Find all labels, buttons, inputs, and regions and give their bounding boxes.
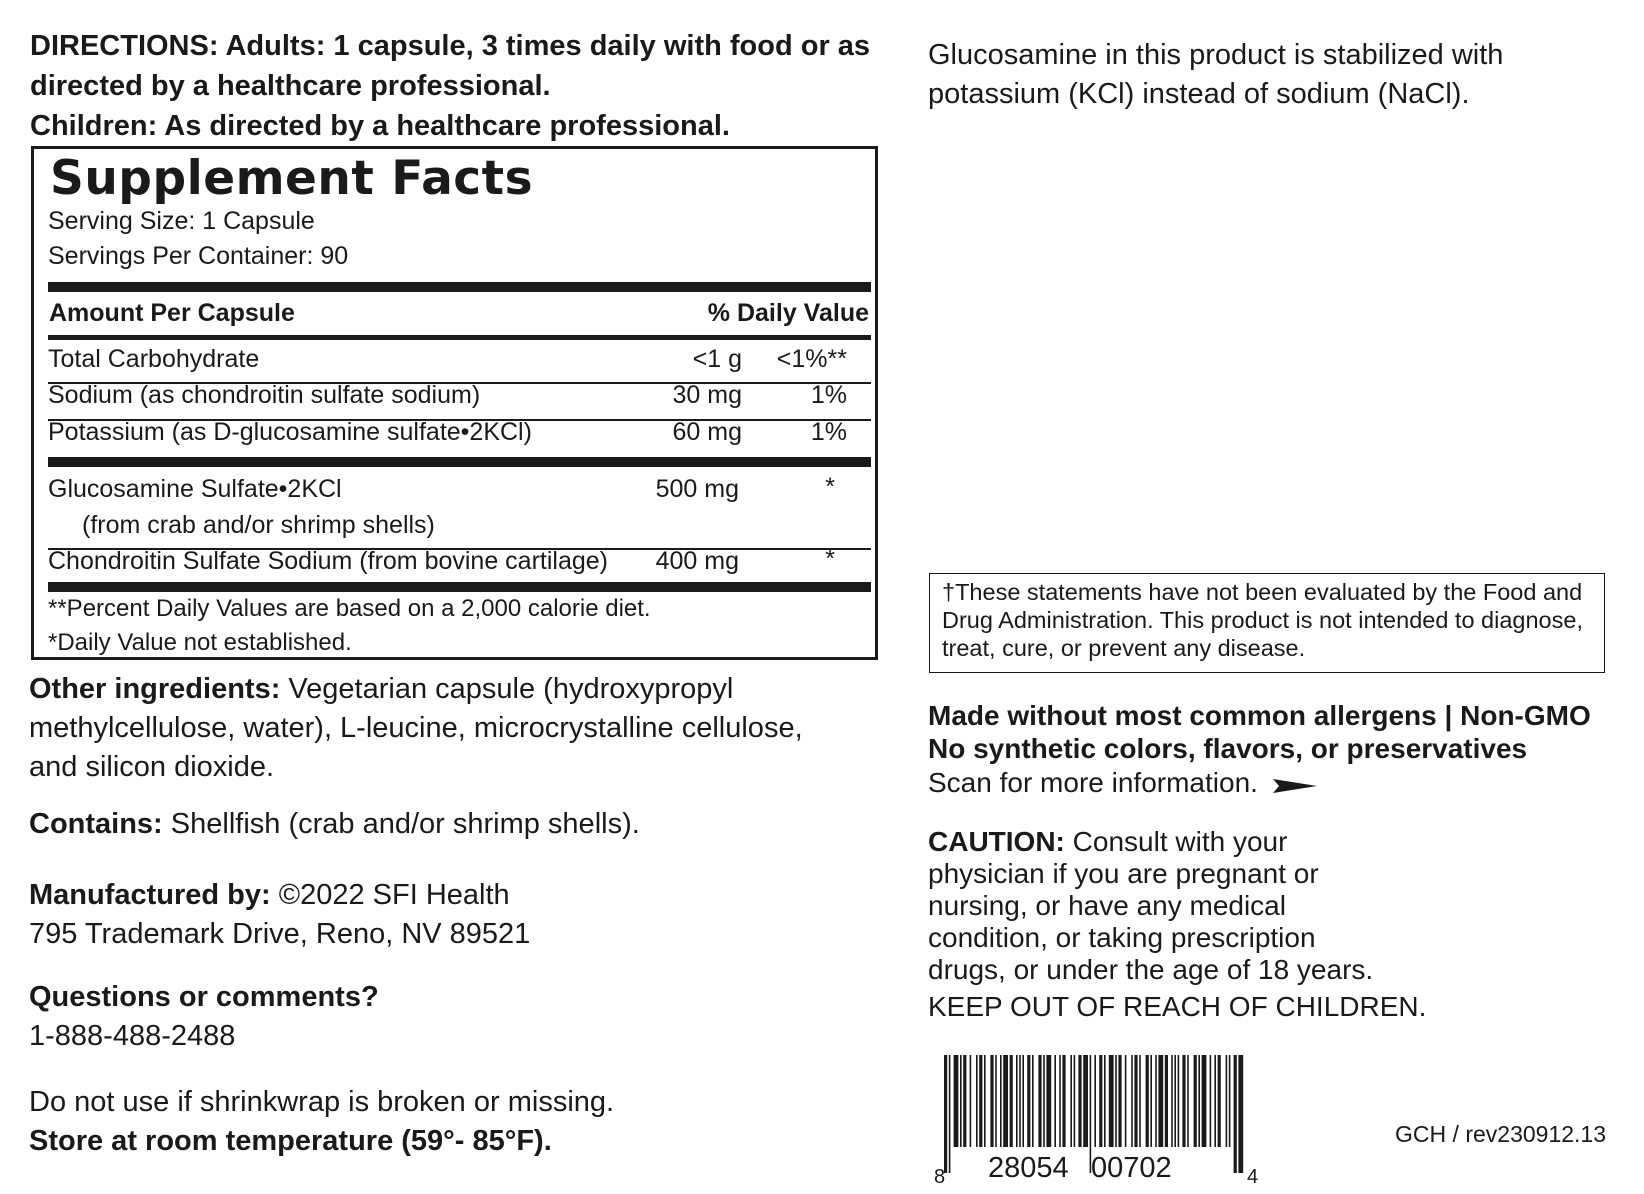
barcode-bar [1104,1055,1106,1147]
nutrient-name: Potassium (as D-glucosamine sulfate•2KCl) [48,418,532,446]
storage-block [29,1083,614,1161]
no-synthetic-statement: No synthetic colors, flavors, or preservatives [928,733,1528,764]
barcode-bar [1016,1055,1018,1147]
barcode-bar [1146,1055,1149,1147]
nutrient-amount: <1 g [692,345,742,373]
barcode-bar [1003,1055,1008,1147]
barcode-bar [1043,1055,1045,1147]
barcode-bar [1187,1055,1189,1147]
barcode-bar [1059,1055,1061,1147]
barcode-bar [1010,1055,1013,1147]
header-amount-per-capsule: Amount Per Capsule [49,299,295,327]
phone-number: 1-888-488-2488 [29,1020,236,1052]
barcode-bar [1022,1055,1024,1147]
caution-block [928,826,1398,986]
ingredient-amount: 400 mg [655,547,739,575]
glucosamine-note-line: Glucosamine in this product is stabilized with [928,39,1504,71]
keep-out-of-reach: KEEP OUT OF REACH OF CHILDREN. [928,991,1427,1022]
fda-disclaimer-box [929,573,1605,673]
questions-label: Questions or comments? [29,981,379,1013]
other-ingredients-label: Other ingredients: [29,673,281,705]
footnote-dv-not-established: *Daily Value not established. [48,629,352,656]
barcode-bar [1134,1055,1137,1147]
barcode-digit-right: 4 [1247,1166,1259,1185]
barcode-bar [1038,1055,1041,1147]
directions-line-2: directed by a healthcare professional. [30,70,551,102]
nutrient-amount: 60 mg [672,418,742,446]
barcode-bar [954,1055,959,1147]
directions-line-3: Children: As directed by a healthcare professional. [30,110,730,142]
serving-size: Serving Size: 1 Capsule [48,207,315,235]
other-ingredients-text: Vegetarian capsule (hydroxypropyl [280,673,734,705]
manufacturer-label: Manufactured by: [29,879,271,911]
barcode-bar [1125,1055,1127,1147]
footnote-percent-dv: **Percent Daily Values are based on a 2,000 calorie diet. [48,595,651,622]
barcode-bar [1074,1055,1076,1147]
barcode-bar [1218,1055,1221,1147]
barcode-bar [1118,1055,1121,1147]
barcode-bar [1000,1055,1002,1147]
manufacturer-info [29,876,530,954]
barcode-bar [1046,1055,1051,1147]
shrinkwrap-warning: Do not use if shrinkwrap is broken or missing. [29,1086,615,1118]
caution-text: Consult with your [1064,826,1288,857]
barcode-bar [1062,1055,1065,1147]
ingredient-name: Chondroitin Sulfate Sodium (from bovine cartilage) [48,547,608,575]
barcode-bar [984,1055,986,1147]
barcode-bar [1131,1055,1133,1147]
supplement-facts-title: Supplement Facts [50,151,534,206]
questions-block [29,978,379,1056]
nutrient-daily-value: 1% [810,418,847,446]
barcode-bar [1083,1055,1088,1147]
barcode-bar [1027,1055,1030,1147]
contains-text: Shellfish (crab and/or shrimp shells). [162,808,640,840]
divider-thick [48,457,871,467]
barcode-bar [995,1055,997,1147]
servings-per-container: Servings Per Container: 90 [48,242,349,270]
divider-thick [48,282,871,292]
barcode-bar [1198,1055,1200,1147]
barcode-bar [1158,1055,1163,1147]
barcode-bar [944,1055,947,1173]
nutrient-name: Sodium (as chondroitin sulfate sodium) [48,381,481,409]
nutrient-amount: 30 mg [672,381,742,409]
barcode-bar [1139,1055,1141,1147]
nutrient-daily-value: 1% [810,381,847,409]
header-daily-value: % Daily Value [707,299,869,327]
other-ingredients-text: methylcellulose, water), L-leucine, microcrystalline cellulose, [29,712,803,744]
directions-block [30,26,890,146]
allergen-statement: Made without most common allergens | Non-GMO [928,700,1591,731]
barcode-bar [1078,1055,1081,1147]
divider-medium [48,335,871,340]
barcode-bar [963,1055,966,1147]
barcode-bar [1099,1055,1102,1147]
fda-disclaimer-line: treat, cure, or prevent any disease. [942,635,1306,661]
barcode-bar [1182,1055,1185,1147]
nutrient-daily-value: <1%** [776,345,847,373]
barcode-bar [1174,1055,1176,1147]
fda-disclaimer-line: †These statements have not been evaluated by the Food and [942,579,1583,605]
glucosamine-note-line: potassium (KCl) instead of sodium (NaCl). [928,78,1470,110]
other-ingredients [29,670,803,787]
barcode-bar [1032,1055,1034,1147]
barcode-bar [1155,1055,1157,1147]
barcode-bar [1178,1055,1180,1147]
supplement-facts-panel [31,146,878,660]
caution-label: CAUTION: [928,826,1065,857]
storage-temperature: Store at room temperature (59°- 85°F). [29,1125,552,1157]
barcode-group-1: 28054 [988,1152,1069,1184]
barcode-digit-left: 8 [934,1166,946,1185]
ingredient-source: (from crab and/or shrimp shells) [82,511,435,539]
barcode-bar [1210,1055,1212,1147]
barcode-bar [1171,1055,1173,1147]
barcode-bar [976,1055,978,1147]
other-ingredients-text: and silicon dioxide. [29,751,275,783]
divider-thick [48,582,871,592]
caution-text: physician if you are pregnant or [928,858,1319,889]
revision-code: GCH / rev230912.13 [1395,1121,1606,1147]
barcode-bar [1054,1055,1056,1147]
barcode-bar [949,1055,951,1173]
upc-barcode [934,1055,1260,1185]
barcode-bar [1094,1055,1096,1147]
barcode-bar [1234,1055,1237,1173]
fda-disclaimer-line: Drug Administration. This product is not intended to diagnose, [942,607,1583,633]
barcode-bar [979,1055,982,1147]
barcode-bar [1115,1055,1117,1147]
ingredient-name: Glucosamine Sulfate•2KCl [48,475,342,503]
barcode-bar [1070,1055,1072,1147]
caution-text: nursing, or have any medical [928,890,1286,921]
barcode-bar [1165,1055,1168,1147]
scan-info: Scan for more information. [928,767,1258,798]
barcode-group-2: 00702 [1091,1152,1172,1184]
glucosamine-note [928,36,1568,114]
caution-text: drugs, or under the age of 18 years. [928,954,1374,985]
ingredient-daily-value: * [825,545,835,573]
barcode-bar [970,1055,972,1147]
barcode-bar [1229,1055,1231,1147]
barcode-bar [960,1055,962,1147]
directions-line-1: DIRECTIONS: Adults: 1 capsule, 3 times daily with food or as [30,30,871,62]
nutrient-name: Total Carbohydrate [48,345,260,373]
manufacturer-name: ©2022 SFI Health [270,879,510,911]
contains-label: Contains: [29,808,163,840]
ingredient-amount: 500 mg [655,475,739,503]
barcode-bar [1214,1055,1216,1147]
barcode-bar [1109,1055,1114,1147]
ingredient-daily-value: * [825,473,835,501]
barcode-bar [1019,1055,1021,1147]
barcode-bar [990,1055,993,1147]
barcode-bar [1194,1055,1197,1147]
barcode-bar [1202,1055,1207,1147]
barcode-bar [1238,1055,1243,1173]
contains-statement [29,805,640,844]
barcode-bar [1150,1055,1152,1147]
caution-text: condition, or taking prescription [928,922,1316,953]
barcode-bar [1226,1055,1228,1147]
manufacturer-address: 795 Trademark Drive, Reno, NV 89521 [29,918,531,950]
arrow-right-icon [1273,776,1317,796]
